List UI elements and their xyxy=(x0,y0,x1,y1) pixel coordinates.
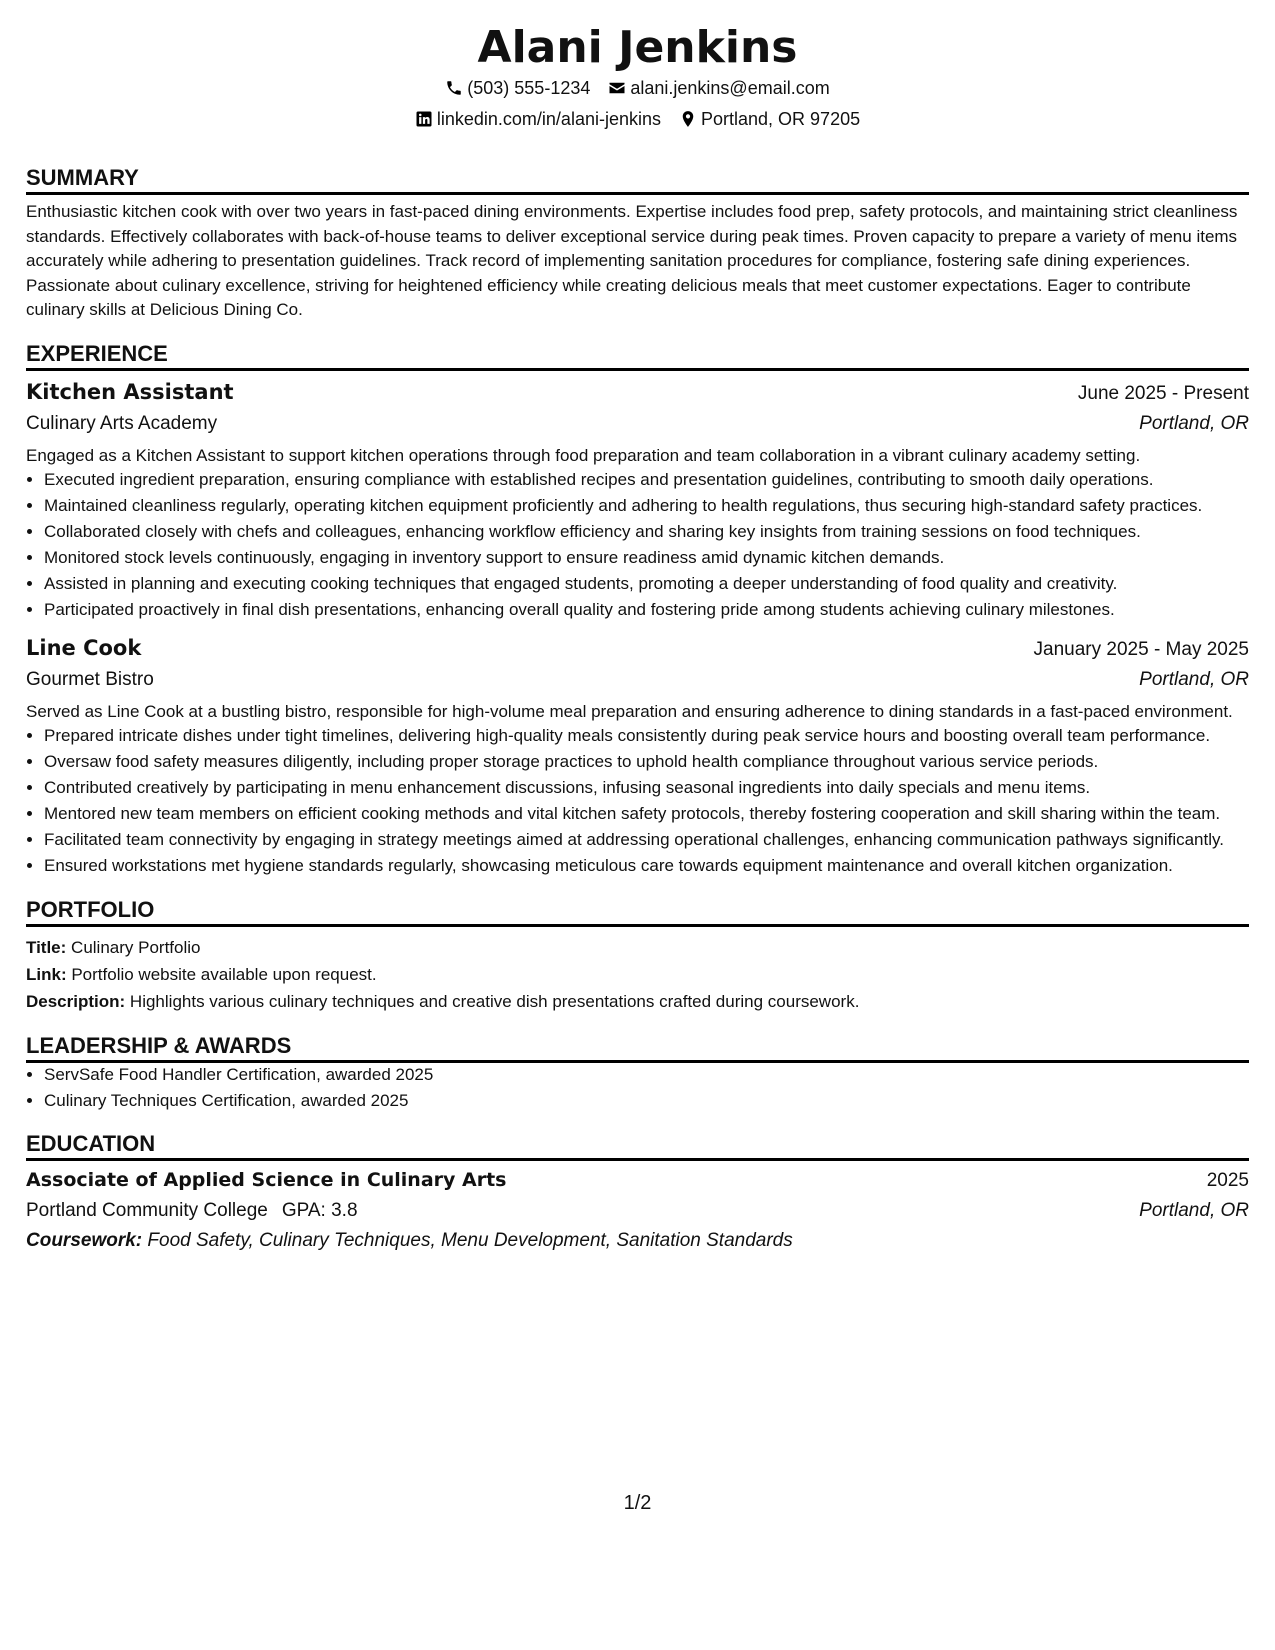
list-item: • Participated proactively in final dish presentations, enhancing overall quality and fostering pride among students achieving culinary milestones. xyxy=(44,598,1249,623)
list-item: • ServSafe Food Handler Certification, awarded 2025 xyxy=(44,1063,1249,1088)
location-text: Portland, OR 97205 xyxy=(701,109,861,129)
awards-section xyxy=(26,1033,1249,1114)
linkedin-icon xyxy=(415,110,433,128)
contact-phone xyxy=(445,76,590,100)
education-school-line xyxy=(26,1196,358,1226)
education-year: 2025 xyxy=(1206,1170,1249,1191)
portfolio-link-line xyxy=(26,961,1249,988)
list-item: • Executed ingredient preparation, ensuring compliance with established recipes and presentation guidelines, contributing to smooth daily operations. xyxy=(44,468,1249,493)
list-item: • Prepared intricate dishes under tight timelines, delivering high-quality meals consistently during peak service hours and boosting overall team performance. xyxy=(44,724,1249,749)
portfolio-link-value: Portfolio website available upon request. xyxy=(71,964,377,984)
page-number: 1/2 xyxy=(623,1492,652,1514)
list-item: • Oversaw food safety measures diligently, including proper storage practices to uphold health compliance throughout various service periods. xyxy=(44,750,1249,775)
awards-heading: LEADERSHIP & AWARDS xyxy=(26,1033,1249,1063)
job-dates: January 2025 - May 2025 xyxy=(1033,638,1249,660)
summary-section xyxy=(26,165,1249,323)
job-description: Served as Line Cook at a bustling bistro, responsible for high-volume meal preparation and ensuring adherence to dining standards in a fast-paced environment. xyxy=(26,701,1233,721)
job-title: Line Cook xyxy=(26,635,142,660)
contact-email xyxy=(608,76,829,100)
list-item: • Ensured workstations met hygiene standards regularly, showcasing meticulous care towards equipment maintenance and overall kitchen organization. xyxy=(44,854,1249,879)
job-location: Portland, OR xyxy=(1139,668,1249,690)
contact-linkedin xyxy=(415,107,661,131)
job-dates: June 2025 - Present xyxy=(1077,382,1249,404)
education-section xyxy=(26,1131,1249,1256)
resume-page xyxy=(26,22,1249,1256)
portfolio-title-label: Title: xyxy=(26,937,67,957)
map-pin-icon xyxy=(679,110,697,128)
contact-location xyxy=(679,107,860,131)
job-entry xyxy=(26,377,1249,623)
portfolio-link-label: Link: xyxy=(26,964,67,984)
portfolio-title-value: Culinary Portfolio xyxy=(71,937,201,957)
list-item: • Culinary Techniques Certification, awarded 2025 xyxy=(44,1089,1249,1114)
phone-icon xyxy=(445,79,463,97)
portfolio-description-line xyxy=(26,988,1249,1015)
job-bullets xyxy=(26,468,1249,623)
summary-text: Enthusiastic kitchen cook with over two years in fast-paced dining environments. Expertise includes food prep, safety protocols, and maintaining strict cleanliness standards. Effectively collaborates with back-of-house teams to deliver exceptional service during peak times. Proven capacity to prepare a variety of menu items accurately while adhering to presentation guidelines. Track record of implementing sanitation procedures for compliance, fostering safe dining experiences. Passionate about culinary excellence, striving for heightened efficiency while creating delicious meals that meet customer expectations. Eager to contribute culinary skills at Delicious Dining Co. xyxy=(26,202,1238,319)
education-gpa: GPA: 3.8 xyxy=(281,1200,358,1221)
portfolio-section xyxy=(26,897,1249,1015)
education-school: Portland Community College xyxy=(26,1200,268,1221)
list-item: • Monitored stock levels continuously, engaging in inventory support to ensure readiness amid dynamic kitchen demands. xyxy=(44,546,1249,571)
awards-list xyxy=(26,1063,1249,1114)
portfolio-heading: PORTFOLIO xyxy=(26,897,1249,927)
education-location: Portland, OR xyxy=(1139,1200,1249,1221)
linkedin-url[interactable]: linkedin.com/in/alani-jenkins xyxy=(436,109,661,129)
list-item: • Facilitated team connectivity by engaging in strategy meetings aimed at addressing operational challenges, enhancing communication pathways significantly. xyxy=(44,828,1249,853)
list-item: • Mentored new team members on efficient cooking methods and vital kitchen safety protocols, thereby fostering cooperation and skill sharing within the team. xyxy=(44,802,1249,827)
job-organization: Gourmet Bistro xyxy=(26,668,154,690)
portfolio-description-value: Highlights various culinary techniques and creative dish presentations crafted during coursework. xyxy=(129,991,860,1011)
job-location: Portland, OR xyxy=(1139,412,1249,434)
job-entry xyxy=(26,633,1249,879)
coursework-label: Coursework: xyxy=(26,1230,143,1251)
summary-heading: SUMMARY xyxy=(26,165,1249,195)
contact-row-secondary xyxy=(26,107,1249,131)
job-description: Engaged as a Kitchen Assistant to support kitchen operations through food preparation and team collaboration in a vibrant culinary academy setting. xyxy=(26,445,1141,465)
envelope-icon xyxy=(608,79,626,97)
phone-number[interactable]: (503) 555-1234 xyxy=(467,78,591,98)
list-item: • Collaborated closely with chefs and colleagues, enhancing workflow efficiency and sharing key insights from training sessions on food techniques. xyxy=(44,520,1249,545)
education-heading: EDUCATION xyxy=(26,1131,1249,1161)
experience-heading: EXPERIENCE xyxy=(26,341,1249,371)
contact-row-primary xyxy=(26,76,1249,100)
experience-section xyxy=(26,341,1249,879)
education-coursework xyxy=(26,1226,1249,1256)
portfolio-title-line xyxy=(26,934,1249,961)
email-address[interactable]: alani.jenkins@email.com xyxy=(630,78,830,98)
candidate-name: Alani Jenkins xyxy=(477,22,798,73)
job-title: Kitchen Assistant xyxy=(26,379,234,404)
list-item: • Contributed creatively by participating in menu enhancement discussions, infusing seasonal ingredients into daily specials and menu items. xyxy=(44,776,1249,801)
portfolio-description-label: Description: xyxy=(26,991,126,1011)
job-bullets xyxy=(26,724,1249,879)
job-organization: Culinary Arts Academy xyxy=(26,412,218,434)
list-item: • Maintained cleanliness regularly, operating kitchen equipment proficiently and adhering to health regulations, thus securing high-standard safety practices. xyxy=(44,494,1249,519)
coursework-list: Food Safety, Culinary Techniques, Menu Development, Sanitation Standards xyxy=(147,1230,793,1251)
list-item: • Assisted in planning and executing cooking techniques that engaged students, promoting a deeper understanding of food quality and creativity. xyxy=(44,572,1249,597)
education-degree: Associate of Applied Science in Culinary Arts xyxy=(26,1169,507,1191)
